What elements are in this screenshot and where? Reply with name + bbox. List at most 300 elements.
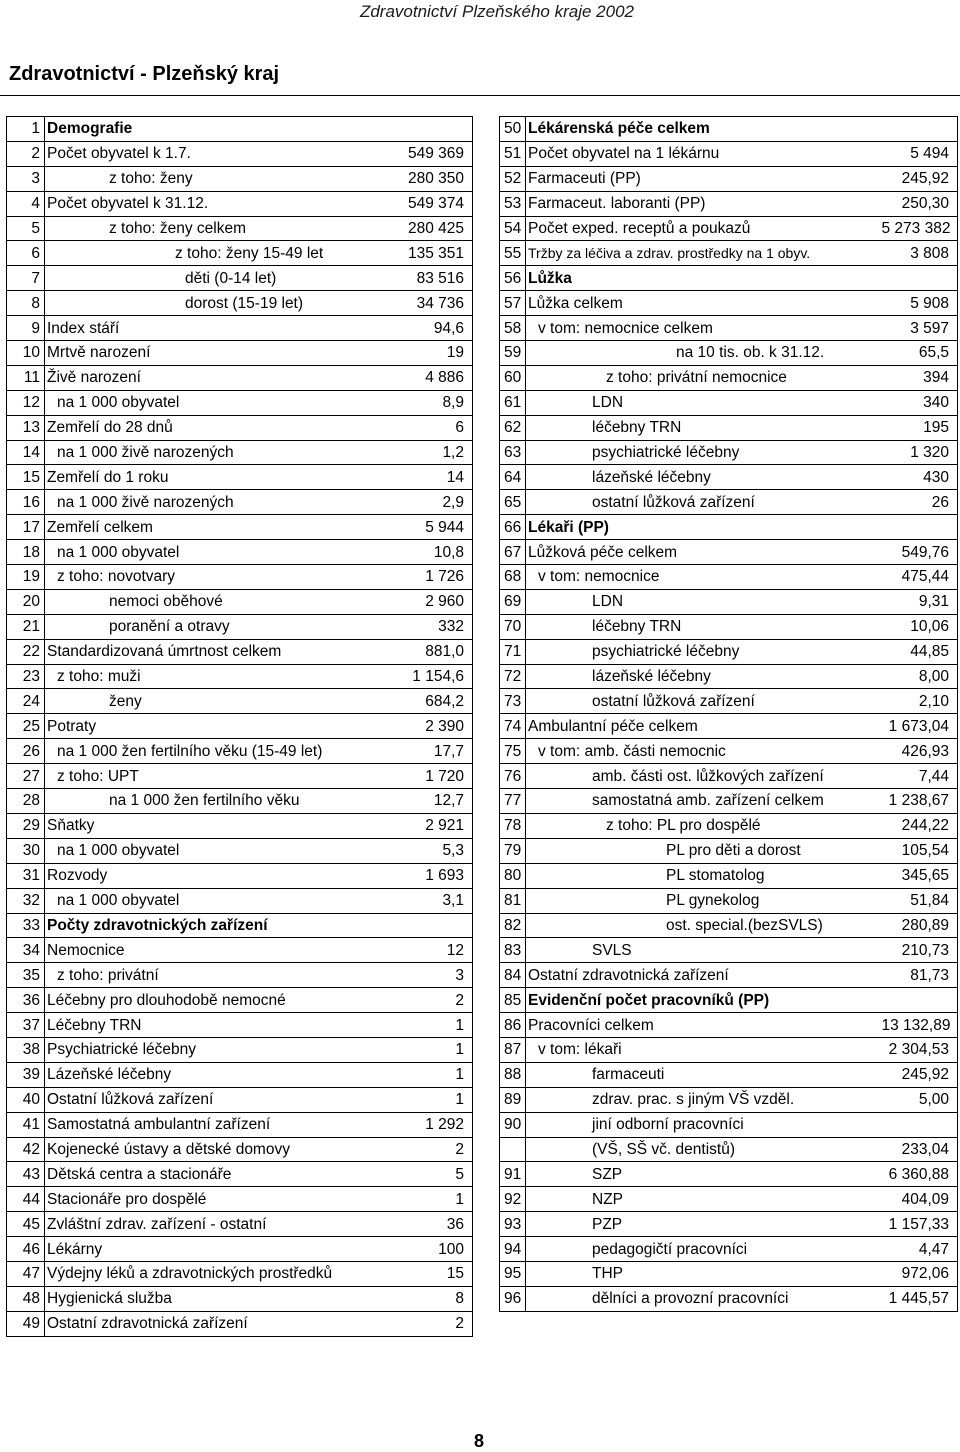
row-number: 76 bbox=[500, 764, 526, 789]
row-number: 68 bbox=[500, 565, 526, 590]
row-number: 6 bbox=[7, 241, 45, 266]
table-row bbox=[500, 490, 958, 515]
row-value: 14 bbox=[395, 465, 473, 490]
row-label: samostatná amb. zařízení celkem bbox=[526, 789, 878, 814]
row-value: 5 bbox=[395, 1162, 473, 1187]
table-row bbox=[7, 490, 473, 515]
row-number: 63 bbox=[500, 440, 526, 465]
table-row bbox=[7, 141, 473, 166]
table-row bbox=[7, 888, 473, 913]
row-number: 84 bbox=[500, 963, 526, 988]
table-row bbox=[7, 938, 473, 963]
row-number: 29 bbox=[7, 813, 45, 838]
table-row bbox=[500, 341, 958, 366]
table-row bbox=[500, 440, 958, 465]
row-label: Lékárny bbox=[45, 1237, 395, 1262]
table-row bbox=[500, 241, 958, 266]
row-label: Lůžka bbox=[526, 266, 878, 291]
table-row bbox=[500, 540, 958, 565]
row-label: poranění a otravy bbox=[45, 614, 395, 639]
row-label: Ostatní zdravotnická zařízení bbox=[526, 963, 878, 988]
row-number: 48 bbox=[7, 1286, 45, 1311]
row-label: Výdejny léků a zdravotnických prostředků bbox=[45, 1261, 395, 1286]
row-label: z toho: privátní nemocnice bbox=[526, 365, 878, 390]
table-row bbox=[500, 963, 958, 988]
table-row bbox=[500, 191, 958, 216]
row-label: na 1 000 žen fertilního věku (15-49 let) bbox=[45, 739, 395, 764]
row-number: 45 bbox=[7, 1212, 45, 1237]
right-statistics-table bbox=[499, 116, 958, 1312]
row-label: Rozvody bbox=[45, 863, 395, 888]
table-row bbox=[500, 739, 958, 764]
row-label: jiní odborní pracovníci bbox=[526, 1112, 878, 1137]
row-value: 4 886 bbox=[395, 365, 473, 390]
row-value: 972,06 bbox=[878, 1261, 958, 1286]
row-number: 31 bbox=[7, 863, 45, 888]
page-title: Zdravotnictví - Plzeňský kraj bbox=[9, 63, 280, 85]
row-number: 60 bbox=[500, 365, 526, 390]
table-row bbox=[500, 838, 958, 863]
table-row bbox=[7, 1162, 473, 1187]
table-row bbox=[500, 1286, 958, 1311]
row-label: Dětská centra a stacionáře bbox=[45, 1162, 395, 1187]
row-value: 2 304,53 bbox=[878, 1037, 958, 1062]
row-label: z toho: ženy celkem bbox=[45, 216, 395, 241]
row-number: 20 bbox=[7, 589, 45, 614]
table-row bbox=[500, 1137, 958, 1162]
row-number: 81 bbox=[500, 888, 526, 913]
row-number: 67 bbox=[500, 540, 526, 565]
row-value: 1 720 bbox=[395, 764, 473, 789]
row-number: 49 bbox=[7, 1311, 45, 1336]
row-label: v tom: nemocnice bbox=[526, 565, 878, 590]
row-label: v tom: lékaři bbox=[526, 1037, 878, 1062]
row-value: 2 390 bbox=[395, 714, 473, 739]
row-label: Počty zdravotnických zařízení bbox=[45, 913, 395, 938]
row-value bbox=[878, 266, 958, 291]
row-number: 66 bbox=[500, 515, 526, 540]
table-row bbox=[7, 614, 473, 639]
row-label: z toho: PL pro dospělé bbox=[526, 813, 878, 838]
row-number: 93 bbox=[500, 1212, 526, 1237]
table-row bbox=[7, 565, 473, 590]
table-row bbox=[500, 216, 958, 241]
row-value: 12,7 bbox=[395, 789, 473, 814]
row-value: 430 bbox=[878, 465, 958, 490]
row-label: na 1 000 obyvatel bbox=[45, 888, 395, 913]
row-value: 5 494 bbox=[878, 141, 958, 166]
row-number: 59 bbox=[500, 341, 526, 366]
row-label: Léčebny TRN bbox=[45, 1013, 395, 1038]
row-label: Ambulantní péče celkem bbox=[526, 714, 878, 739]
row-number: 3 bbox=[7, 166, 45, 191]
table-row bbox=[7, 166, 473, 191]
row-value: 340 bbox=[878, 390, 958, 415]
table-row bbox=[500, 689, 958, 714]
row-value: 1 693 bbox=[395, 863, 473, 888]
row-value: 6 360,88 bbox=[878, 1162, 958, 1187]
row-number: 15 bbox=[7, 465, 45, 490]
row-label: Lůžková péče celkem bbox=[526, 540, 878, 565]
row-label: děti (0-14 let) bbox=[45, 266, 395, 291]
row-value: 2 bbox=[395, 1137, 473, 1162]
section-header-row bbox=[500, 117, 958, 142]
row-number: 41 bbox=[7, 1112, 45, 1137]
table-row bbox=[500, 316, 958, 341]
section-header-row bbox=[500, 988, 958, 1013]
row-value: 1,2 bbox=[395, 440, 473, 465]
row-label: LDN bbox=[526, 390, 878, 415]
table-row bbox=[7, 639, 473, 664]
row-value: 3 597 bbox=[878, 316, 958, 341]
row-value: 280 350 bbox=[395, 166, 473, 191]
row-value: 5 908 bbox=[878, 291, 958, 316]
table-row bbox=[7, 415, 473, 440]
table-row bbox=[7, 1137, 473, 1162]
row-value: 8,9 bbox=[395, 390, 473, 415]
row-number: 88 bbox=[500, 1062, 526, 1087]
row-number: 18 bbox=[7, 540, 45, 565]
row-number: 77 bbox=[500, 789, 526, 814]
row-value: 13 132,89 bbox=[878, 1013, 958, 1038]
table-row bbox=[500, 888, 958, 913]
row-label: farmaceuti bbox=[526, 1062, 878, 1087]
row-number: 58 bbox=[500, 316, 526, 341]
row-label: z toho: ženy bbox=[45, 166, 395, 191]
row-label: Standardizovaná úmrtnost celkem bbox=[45, 639, 395, 664]
row-label: lázeňské léčebny bbox=[526, 465, 878, 490]
table-row bbox=[500, 1112, 958, 1137]
row-label: Sňatky bbox=[45, 813, 395, 838]
row-value: 2 bbox=[395, 1311, 473, 1336]
row-number: 75 bbox=[500, 739, 526, 764]
row-number: 96 bbox=[500, 1286, 526, 1311]
row-label: psychiatrické léčebny bbox=[526, 639, 878, 664]
row-label: Farmaceuti (PP) bbox=[526, 166, 878, 191]
table-row bbox=[7, 664, 473, 689]
row-number bbox=[500, 1137, 526, 1162]
table-row bbox=[7, 1286, 473, 1311]
row-value: 881,0 bbox=[395, 639, 473, 664]
row-number: 1 bbox=[7, 117, 45, 142]
row-value bbox=[878, 988, 958, 1013]
row-label: na 1 000 žen fertilního věku bbox=[45, 789, 395, 814]
row-number: 4 bbox=[7, 191, 45, 216]
table-row bbox=[7, 1062, 473, 1087]
row-number: 19 bbox=[7, 565, 45, 590]
row-value: 1 292 bbox=[395, 1112, 473, 1137]
table-row bbox=[500, 938, 958, 963]
row-value bbox=[395, 117, 473, 142]
row-label: Kojenecké ústavy a dětské domovy bbox=[45, 1137, 395, 1162]
running-header: Zdravotnictví Plzeňského kraje 2002 bbox=[359, 2, 634, 21]
row-value: 34 736 bbox=[395, 291, 473, 316]
row-label: Mrtvě narození bbox=[45, 341, 395, 366]
row-label: Nemocnice bbox=[45, 938, 395, 963]
row-value: 3 bbox=[395, 963, 473, 988]
table-row bbox=[7, 739, 473, 764]
row-value: 51,84 bbox=[878, 888, 958, 913]
table-row bbox=[7, 838, 473, 863]
row-number: 44 bbox=[7, 1187, 45, 1212]
table-row bbox=[7, 515, 473, 540]
section-header-row bbox=[7, 117, 473, 142]
row-number: 86 bbox=[500, 1013, 526, 1038]
table-row bbox=[7, 1212, 473, 1237]
row-value: 3 808 bbox=[878, 241, 958, 266]
table-row bbox=[7, 540, 473, 565]
row-number: 83 bbox=[500, 938, 526, 963]
row-number: 64 bbox=[500, 465, 526, 490]
row-number: 39 bbox=[7, 1062, 45, 1087]
row-label: ost. special.(bezSVLS) bbox=[526, 913, 878, 938]
row-label: LDN bbox=[526, 589, 878, 614]
table-row bbox=[7, 1261, 473, 1286]
row-number: 27 bbox=[7, 764, 45, 789]
row-value: 345,65 bbox=[878, 863, 958, 888]
row-value: 7,44 bbox=[878, 764, 958, 789]
table-row bbox=[7, 764, 473, 789]
row-number: 36 bbox=[7, 988, 45, 1013]
table-row bbox=[500, 1162, 958, 1187]
row-number: 51 bbox=[500, 141, 526, 166]
section-header-row bbox=[500, 515, 958, 540]
row-value: 135 351 bbox=[395, 241, 473, 266]
table-row bbox=[500, 614, 958, 639]
row-value: 549,76 bbox=[878, 540, 958, 565]
row-label: Lázeňské léčebny bbox=[45, 1062, 395, 1087]
row-label: Stacionáře pro dospělé bbox=[45, 1187, 395, 1212]
table-row bbox=[7, 1013, 473, 1038]
row-number: 74 bbox=[500, 714, 526, 739]
table-row bbox=[500, 813, 958, 838]
row-value: 549 374 bbox=[395, 191, 473, 216]
row-value: 94,6 bbox=[395, 316, 473, 341]
row-number: 38 bbox=[7, 1037, 45, 1062]
row-number: 37 bbox=[7, 1013, 45, 1038]
table-row bbox=[7, 1087, 473, 1112]
row-label: Zvláštní zdrav. zařízení - ostatní bbox=[45, 1212, 395, 1237]
table-row bbox=[7, 241, 473, 266]
row-number: 80 bbox=[500, 863, 526, 888]
row-number: 90 bbox=[500, 1112, 526, 1137]
row-number: 16 bbox=[7, 490, 45, 515]
row-number: 25 bbox=[7, 714, 45, 739]
row-value: 195 bbox=[878, 415, 958, 440]
row-number: 47 bbox=[7, 1261, 45, 1286]
row-number: 89 bbox=[500, 1087, 526, 1112]
row-label: dělníci a provozní pracovníci bbox=[526, 1286, 878, 1311]
table-row bbox=[7, 1037, 473, 1062]
table-row bbox=[500, 714, 958, 739]
row-number: 62 bbox=[500, 415, 526, 440]
row-value: 10,06 bbox=[878, 614, 958, 639]
row-label: SVLS bbox=[526, 938, 878, 963]
row-label: na 1 000 živě narozených bbox=[45, 490, 395, 515]
row-label: Zemřelí do 28 dnů bbox=[45, 415, 395, 440]
row-label: Živě narození bbox=[45, 365, 395, 390]
row-number: 85 bbox=[500, 988, 526, 1013]
row-number: 69 bbox=[500, 589, 526, 614]
row-value: 8,00 bbox=[878, 664, 958, 689]
row-value: 332 bbox=[395, 614, 473, 639]
row-label: zdrav. prac. s jiným VŠ vzděl. bbox=[526, 1087, 878, 1112]
row-label: z toho: muži bbox=[45, 664, 395, 689]
row-value bbox=[878, 117, 958, 142]
row-number: 65 bbox=[500, 490, 526, 515]
row-value: 1 157,33 bbox=[878, 1212, 958, 1237]
table-row bbox=[500, 1187, 958, 1212]
row-label: Farmaceut. laboranti (PP) bbox=[526, 191, 878, 216]
table-row bbox=[500, 913, 958, 938]
row-value bbox=[395, 913, 473, 938]
row-number: 12 bbox=[7, 390, 45, 415]
row-number: 40 bbox=[7, 1087, 45, 1112]
row-value: 233,04 bbox=[878, 1137, 958, 1162]
row-value: 3,1 bbox=[395, 888, 473, 913]
table-row bbox=[7, 714, 473, 739]
row-label: PL stomatolog bbox=[526, 863, 878, 888]
row-label: ostatní lůžková zařízení bbox=[526, 689, 878, 714]
row-value: 5,3 bbox=[395, 838, 473, 863]
table-row bbox=[7, 813, 473, 838]
row-label: pedagogičtí pracovníci bbox=[526, 1237, 878, 1262]
row-label: na 1 000 obyvatel bbox=[45, 540, 395, 565]
row-number: 46 bbox=[7, 1237, 45, 1262]
row-number: 52 bbox=[500, 166, 526, 191]
row-value: 4,47 bbox=[878, 1237, 958, 1262]
table-row bbox=[7, 988, 473, 1013]
row-value bbox=[878, 515, 958, 540]
row-label: Hygienická služba bbox=[45, 1286, 395, 1311]
row-label: z toho: UPT bbox=[45, 764, 395, 789]
row-value: 26 bbox=[878, 490, 958, 515]
row-label: Samostatná ambulantní zařízení bbox=[45, 1112, 395, 1137]
table-row bbox=[7, 1311, 473, 1336]
row-value: 475,44 bbox=[878, 565, 958, 590]
row-label: amb. části ost. lůžkových zařízení bbox=[526, 764, 878, 789]
row-value: 2 921 bbox=[395, 813, 473, 838]
row-label: Lékaři (PP) bbox=[526, 515, 878, 540]
row-value: 1 bbox=[395, 1087, 473, 1112]
row-label: na 10 tis. ob. k 31.12. bbox=[526, 341, 878, 366]
row-label: psychiatrické léčebny bbox=[526, 440, 878, 465]
row-value: 2,9 bbox=[395, 490, 473, 515]
section-header-row bbox=[500, 266, 958, 291]
row-value: 5 944 bbox=[395, 515, 473, 540]
row-label: THP bbox=[526, 1261, 878, 1286]
row-number: 54 bbox=[500, 216, 526, 241]
row-label: Lůžka celkem bbox=[526, 291, 878, 316]
row-number: 32 bbox=[7, 888, 45, 913]
row-number: 10 bbox=[7, 341, 45, 366]
row-label: Tržby za léčiva a zdrav. prostředky na 1 obyv. bbox=[526, 241, 878, 266]
table-row bbox=[7, 390, 473, 415]
table-row bbox=[7, 963, 473, 988]
table-row bbox=[7, 1237, 473, 1262]
table-row bbox=[500, 1087, 958, 1112]
row-label: lázeňské léčebny bbox=[526, 664, 878, 689]
row-label: z toho: privátní bbox=[45, 963, 395, 988]
row-value: 404,09 bbox=[878, 1187, 958, 1212]
row-number: 95 bbox=[500, 1261, 526, 1286]
row-value: 250,30 bbox=[878, 191, 958, 216]
row-number: 53 bbox=[500, 191, 526, 216]
table-row bbox=[7, 365, 473, 390]
table-row bbox=[500, 1261, 958, 1286]
row-value: 36 bbox=[395, 1212, 473, 1237]
table-row bbox=[500, 1237, 958, 1262]
row-label: Léčebny pro dlouhodobě nemocné bbox=[45, 988, 395, 1013]
row-label: Potraty bbox=[45, 714, 395, 739]
table-row bbox=[500, 664, 958, 689]
row-number: 2 bbox=[7, 141, 45, 166]
row-label: Ostatní lůžková zařízení bbox=[45, 1087, 395, 1112]
row-value: 17,7 bbox=[395, 739, 473, 764]
row-number: 21 bbox=[7, 614, 45, 639]
row-label: PL pro děti a dorost bbox=[526, 838, 878, 863]
row-number: 50 bbox=[500, 117, 526, 142]
table-row bbox=[7, 465, 473, 490]
row-value: 1 bbox=[395, 1187, 473, 1212]
row-label: v tom: amb. části nemocnic bbox=[526, 739, 878, 764]
row-number: 94 bbox=[500, 1237, 526, 1262]
row-number: 35 bbox=[7, 963, 45, 988]
row-value: 9,31 bbox=[878, 589, 958, 614]
table-row bbox=[500, 565, 958, 590]
row-value: 8 bbox=[395, 1286, 473, 1311]
row-value: 83 516 bbox=[395, 266, 473, 291]
row-number: 57 bbox=[500, 291, 526, 316]
row-value: 12 bbox=[395, 938, 473, 963]
row-label: ženy bbox=[45, 689, 395, 714]
row-value: 1 673,04 bbox=[878, 714, 958, 739]
row-label: nemoci oběhové bbox=[45, 589, 395, 614]
row-value: 5,00 bbox=[878, 1087, 958, 1112]
row-number: 56 bbox=[500, 266, 526, 291]
row-label: z toho: ženy 15-49 let bbox=[45, 241, 395, 266]
row-label: Ostatní zdravotnická zařízení bbox=[45, 1311, 395, 1336]
row-value: 1 154,6 bbox=[395, 664, 473, 689]
row-number: 34 bbox=[7, 938, 45, 963]
table-row bbox=[500, 390, 958, 415]
table-row bbox=[7, 191, 473, 216]
row-value: 1 bbox=[395, 1013, 473, 1038]
row-number: 7 bbox=[7, 266, 45, 291]
table-row bbox=[500, 589, 958, 614]
row-label: v tom: nemocnice celkem bbox=[526, 316, 878, 341]
row-value: 210,73 bbox=[878, 938, 958, 963]
table-row bbox=[7, 1112, 473, 1137]
row-number: 42 bbox=[7, 1137, 45, 1162]
row-value: 426,93 bbox=[878, 739, 958, 764]
row-value: 2,10 bbox=[878, 689, 958, 714]
table-row bbox=[7, 341, 473, 366]
row-value: 44,85 bbox=[878, 639, 958, 664]
table-row bbox=[500, 465, 958, 490]
row-label: Počet obyvatel na 1 lékárnu bbox=[526, 141, 878, 166]
row-number: 22 bbox=[7, 639, 45, 664]
table-row bbox=[500, 1013, 958, 1038]
table-row bbox=[7, 689, 473, 714]
row-number: 17 bbox=[7, 515, 45, 540]
row-number: 26 bbox=[7, 739, 45, 764]
row-number: 43 bbox=[7, 1162, 45, 1187]
table-row bbox=[500, 863, 958, 888]
row-value: 5 273 382 bbox=[878, 216, 958, 241]
row-number: 9 bbox=[7, 316, 45, 341]
row-number: 33 bbox=[7, 913, 45, 938]
